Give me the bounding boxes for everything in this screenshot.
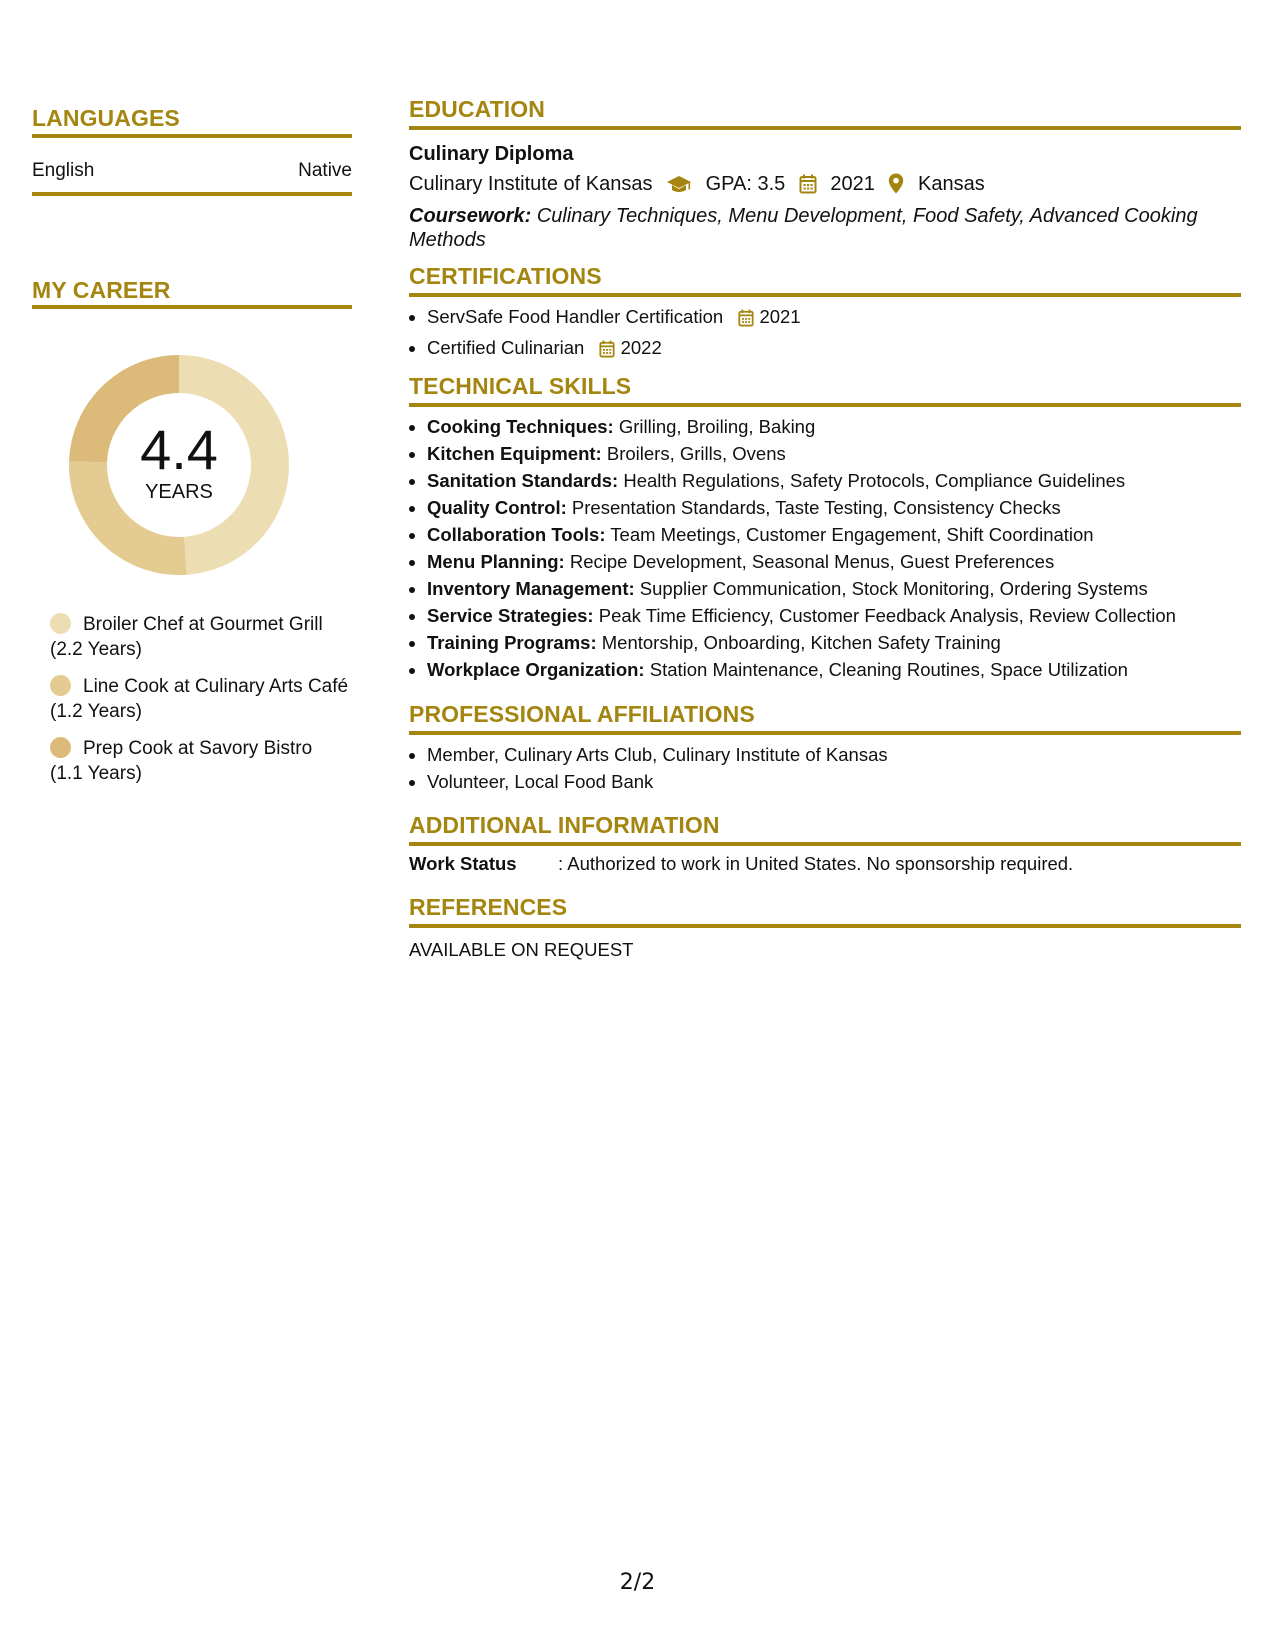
school-name: Culinary Institute of Kansas bbox=[409, 173, 653, 195]
legend-dot bbox=[50, 737, 71, 758]
skills-list bbox=[409, 413, 1241, 683]
skill-label: Collaboration Tools: bbox=[427, 524, 606, 545]
references-text: AVAILABLE ON REQUEST bbox=[409, 939, 634, 960]
divider bbox=[32, 134, 352, 138]
divider bbox=[409, 403, 1241, 407]
work-status-value: : Authorized to work in United States. No sponsorship required. bbox=[558, 853, 1074, 874]
skill-label: Sanitation Standards: bbox=[427, 470, 619, 491]
language-level: Native bbox=[298, 160, 352, 181]
list-item bbox=[427, 334, 1241, 365]
list-item bbox=[427, 303, 1241, 334]
skill-label: Service Strategies: bbox=[427, 605, 594, 626]
certification-year: 2021 bbox=[759, 306, 801, 327]
skill-label: Kitchen Equipment: bbox=[427, 443, 602, 464]
skill-item bbox=[427, 656, 1241, 683]
divider bbox=[409, 924, 1241, 928]
skill-item bbox=[427, 629, 1241, 656]
skill-item bbox=[427, 413, 1241, 440]
list-item: • Volunteer, Local Food Bank bbox=[427, 768, 1241, 795]
affiliations-list bbox=[409, 741, 1241, 795]
skill-label: Cooking Techniques: bbox=[427, 416, 614, 437]
additional-info-section bbox=[409, 811, 1241, 877]
skill-value: Team Meetings, Customer Engagement, Shift Coordination bbox=[610, 524, 1094, 545]
certifications-heading: CERTIFICATIONS bbox=[409, 263, 602, 289]
skill-label: Quality Control: bbox=[427, 497, 567, 518]
education-section bbox=[409, 95, 1241, 252]
degree-title: Culinary Diploma bbox=[409, 143, 574, 165]
skill-item bbox=[427, 467, 1241, 494]
skill-item bbox=[427, 440, 1241, 467]
career-total-unit: YEARS bbox=[145, 481, 213, 503]
list-item: • Member, Culinary Arts Club, Culinary Institute of Kansas bbox=[427, 741, 1241, 768]
technical-skills-section bbox=[409, 372, 1241, 683]
legend-label: Prep Cook at Savory Bistro (1.1 Years) bbox=[50, 738, 313, 784]
skill-label: Inventory Management: bbox=[427, 578, 635, 599]
skill-value: Health Regulations, Safety Protocols, Compliance Guidelines bbox=[623, 470, 1126, 491]
education-meta bbox=[409, 168, 1241, 204]
divider bbox=[409, 842, 1241, 846]
skill-item bbox=[427, 521, 1241, 548]
graduation-cap-icon bbox=[666, 172, 692, 204]
coursework-list: Culinary Techniques, Menu Development, Food Safety, Advanced Cooking Methods bbox=[409, 205, 1198, 251]
skill-item bbox=[427, 494, 1241, 521]
calendar-icon bbox=[599, 338, 615, 365]
location-pin-icon bbox=[888, 172, 904, 204]
affiliations-section bbox=[409, 700, 1241, 795]
skill-value: Grilling, Broiling, Baking bbox=[618, 416, 816, 437]
divider bbox=[409, 293, 1241, 297]
skill-value: Recipe Development, Seasonal Menus, Guest Preferences bbox=[569, 551, 1055, 572]
education-heading: EDUCATION bbox=[409, 96, 545, 122]
career-heading: MY CAREER bbox=[32, 277, 171, 303]
legend-label: Line Cook at Culinary Arts Café (1.2 Years) bbox=[50, 676, 349, 722]
language-row bbox=[32, 160, 352, 182]
references-heading: REFERENCES bbox=[409, 894, 568, 920]
divider bbox=[409, 126, 1241, 130]
languages-heading: LANGUAGES bbox=[32, 105, 180, 131]
work-status-label: Work Status bbox=[409, 853, 517, 874]
legend-item bbox=[50, 612, 350, 662]
language-name: English bbox=[32, 160, 95, 181]
certification-name: ServSafe Food Handler Certification bbox=[427, 306, 724, 327]
legend-label: Broiler Chef at Gourmet Grill (2.2 Years) bbox=[50, 614, 323, 660]
additional-info-heading: ADDITIONAL INFORMATION bbox=[409, 812, 720, 838]
career-legend bbox=[50, 612, 350, 798]
skill-label: Menu Planning: bbox=[427, 551, 565, 572]
skill-value: Station Maintenance, Cleaning Routines, Space Utilization bbox=[649, 659, 1128, 680]
legend-item bbox=[50, 736, 350, 786]
career-total-years: 4.4 bbox=[140, 418, 218, 481]
skill-label: Training Programs: bbox=[427, 632, 597, 653]
calendar-icon bbox=[738, 307, 754, 334]
skill-item bbox=[427, 602, 1241, 629]
skill-item bbox=[427, 548, 1241, 575]
legend-item bbox=[50, 674, 350, 724]
coursework-label: Coursework: bbox=[409, 205, 532, 227]
gpa: GPA: 3.5 bbox=[705, 173, 786, 195]
career-donut-chart bbox=[66, 352, 292, 578]
calendar-icon bbox=[799, 172, 817, 204]
divider bbox=[32, 192, 352, 196]
certifications-section bbox=[409, 262, 1241, 365]
school-location: Kansas bbox=[918, 173, 985, 195]
career-donut-svg bbox=[66, 352, 292, 578]
technical-skills-heading: TECHNICAL SKILLS bbox=[409, 373, 632, 399]
skill-value: Mentorship, Onboarding, Kitchen Safety Training bbox=[601, 632, 1001, 653]
legend-dot bbox=[50, 675, 71, 696]
certifications-list bbox=[409, 303, 1241, 365]
references-section bbox=[409, 893, 1241, 963]
skill-value: Presentation Standards, Taste Testing, Consistency Checks bbox=[571, 497, 1061, 518]
coursework bbox=[409, 204, 1241, 252]
skill-value: Broilers, Grills, Ovens bbox=[606, 443, 786, 464]
skill-label: Workplace Organization: bbox=[427, 659, 645, 680]
certification-year: 2022 bbox=[620, 337, 662, 358]
affiliations-heading: PROFESSIONAL AFFILIATIONS bbox=[409, 701, 755, 727]
skill-value: Peak Time Efficiency, Customer Feedback Analysis, Review Collection bbox=[598, 605, 1176, 626]
divider bbox=[409, 731, 1241, 735]
skill-item bbox=[427, 575, 1241, 602]
skill-value: Supplier Communication, Stock Monitoring, Ordering Systems bbox=[639, 578, 1148, 599]
graduation-year: 2021 bbox=[830, 173, 875, 195]
work-status-row bbox=[409, 850, 1241, 877]
certification-name: Certified Culinarian bbox=[427, 337, 585, 358]
divider bbox=[32, 305, 352, 309]
page-number: 2/2 bbox=[619, 1570, 656, 1595]
legend-dot bbox=[50, 613, 71, 634]
